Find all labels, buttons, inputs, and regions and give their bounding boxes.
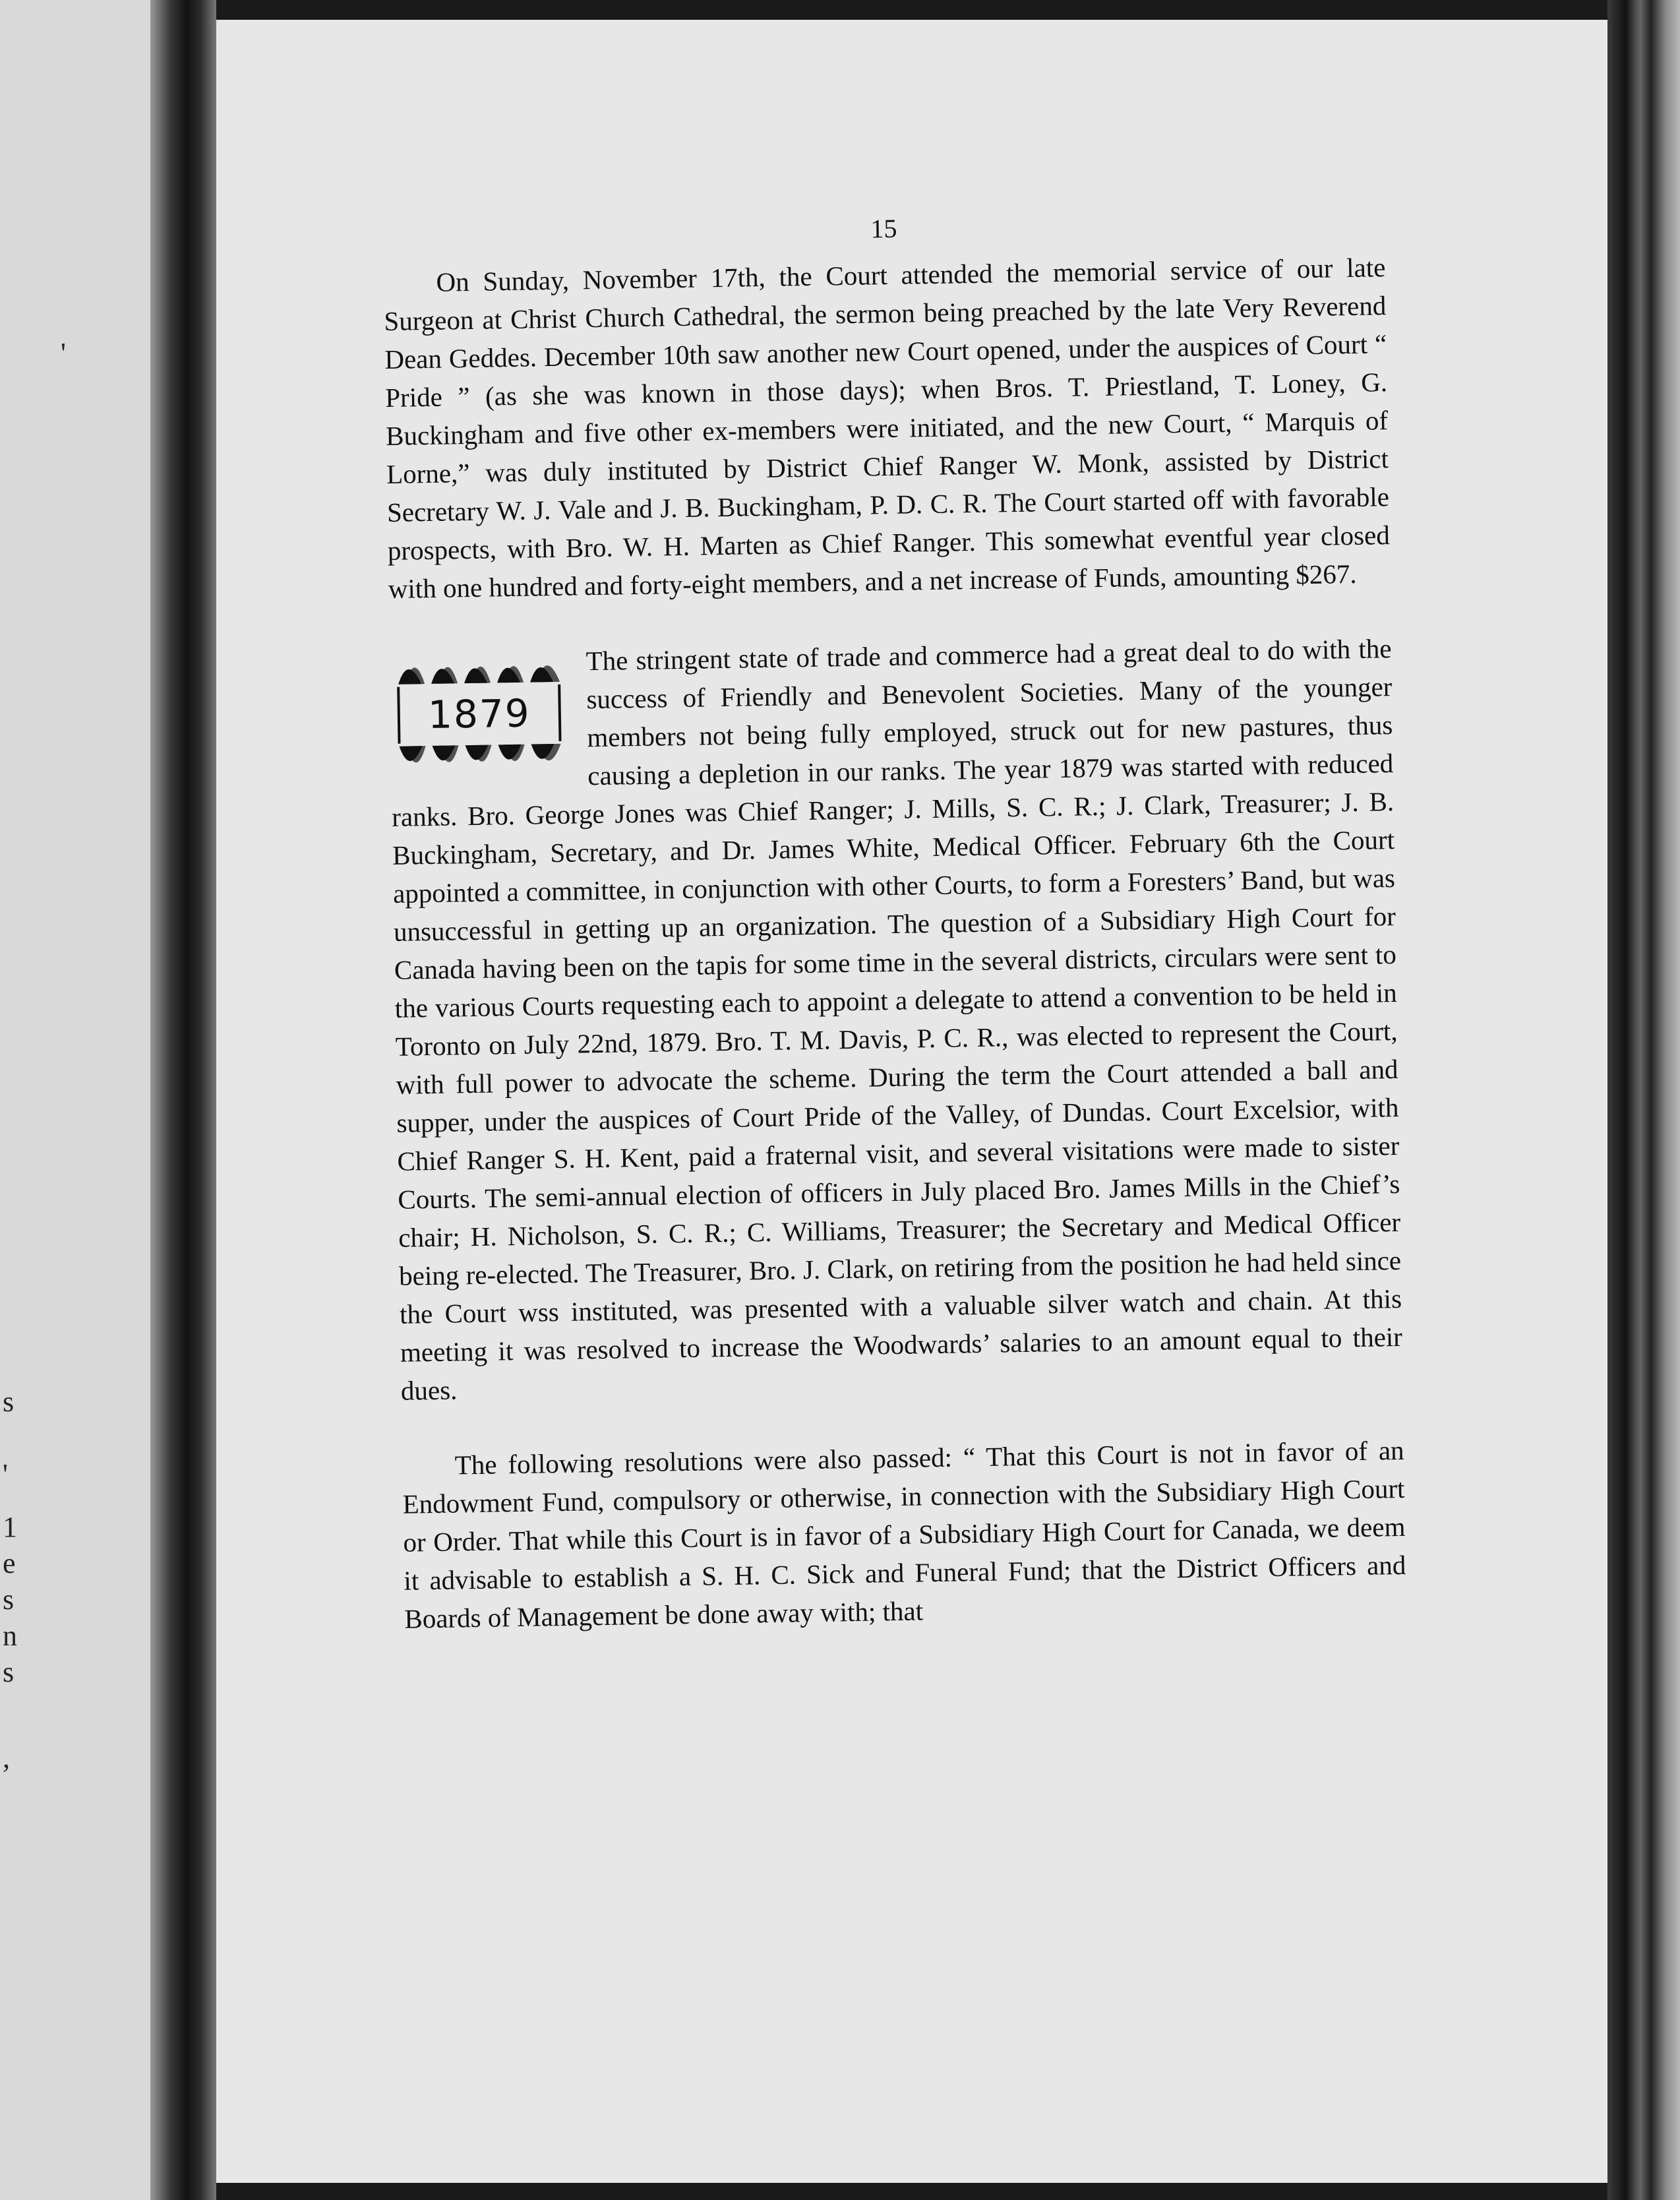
paragraph-1: On Sunday, November 17th, the Court attended the memorial service of our late Surgeon at Christ Church Cathedral, the sermon being preached by the late Very Reverend Dean Geddes. December 10th saw another new Court opened, under the auspices of Court “ Pride ” (as she was known in those days); when Bros. T. Priestland, T. Loney, G. Buckingham and five other ex-members were initiated, and the new Court, “ Marquis of Lorne,” was duly instituted by District Chief Ranger W. Monk, assisted by District Secretary W. J. Vale and J. B. Buckingham, P. D. C. R. The Court started off with favorable prospects, with Bro. W. H. Marten as Chief Ranger. This somewhat eventful year closed with one hundred and forty-eight members, and a net increase of Funds, amounting $267. (384, 252, 1391, 604)
ornament-top (394, 648, 563, 687)
margin-mark: s (3, 1386, 15, 1418)
fleuron-row-icon (394, 649, 563, 686)
year-badge: 1879 (397, 685, 561, 744)
fleuron-row-icon (396, 743, 564, 779)
section-1879 (389, 629, 1403, 1410)
paragraph-3: The following resolutions were also passed: “ That this Court is not in favor of an Endowment Fund, compulsory or otherwise, in connection with the Subsidiary High Court or Order. That while this Court is in favor of a Subsidiary High Court for Canada, we deem it advisable to establish a S. H. C. Sick and Funeral Fund; that the District Officers and Boards of Management be done away with; that (402, 1434, 1406, 1634)
book-spine (150, 0, 216, 2200)
page-number: 15 (870, 213, 897, 244)
margin-mark: ' (3, 1458, 8, 1490)
margin-mark: 1 (3, 1511, 17, 1543)
left-page-edge (0, 0, 150, 2200)
ornament-bottom (396, 741, 564, 781)
margin-mark: ' (61, 337, 66, 369)
paragraph-2: The stringent state of trade and commerce had a great deal to do with the success of Friendly and Benevolent Societies. Many of the younger members not being fully employed, struck out for new pastures, thus causing a depletion in our ranks. The year 1879 was started with reduced ranks. Bro. George Jones was Chief Ranger; J. Mills, S. C. R.; J. Clark, Treasurer; J. B. Buckingham, Secretary, and Dr. James White, Medical Officer. February 6th the Court appointed a committee, in conjunction with other Courts, to form a Foresters’ Band, but was unsuccessful in getting up an organization. The question of a Subsidiary High Court for Canada having been on the tapis for some time in the several districts, circulars were sent to the various Courts requesting each to appoint a delegate to attend a convention to be held in Toronto on July 22nd, 1879. Bro. T. M. Davis, P. C. R., was elected to represent the Court, with full power to advocate the scheme. During the term the Court attended a ball and supper, under the auspices of Court Pride of the Valley, of Dundas. Court Excelsior, with Chief Ranger S. H. Kent, paid a fraternal visit, and several visitations were made to sister Courts. The semi-annual election of officers in July placed Bro. James Mills in the Chief’s chair; H. Nicholson, S. C. R.; C. Williams, Treasurer; the Secretary and Medical Officer being re-elected. The Treasurer, Bro. J. Clark, on retiring from the position he had held since the Court wss instituted, was presented with a valuable silver watch and chain. At this meeting it was resolved to increase the Woodwards’ salaries to an amount equal to their dues. (391, 633, 1403, 1406)
page-edge (1607, 0, 1680, 2200)
margin-mark: s (3, 1583, 15, 1616)
margin-mark: s (3, 1656, 15, 1688)
page-content (382, 202, 1408, 1675)
year-ornament (389, 648, 569, 789)
margin-mark: , (3, 1742, 10, 1774)
margin-mark: e (3, 1547, 16, 1579)
margin-mark: n (3, 1620, 17, 1652)
